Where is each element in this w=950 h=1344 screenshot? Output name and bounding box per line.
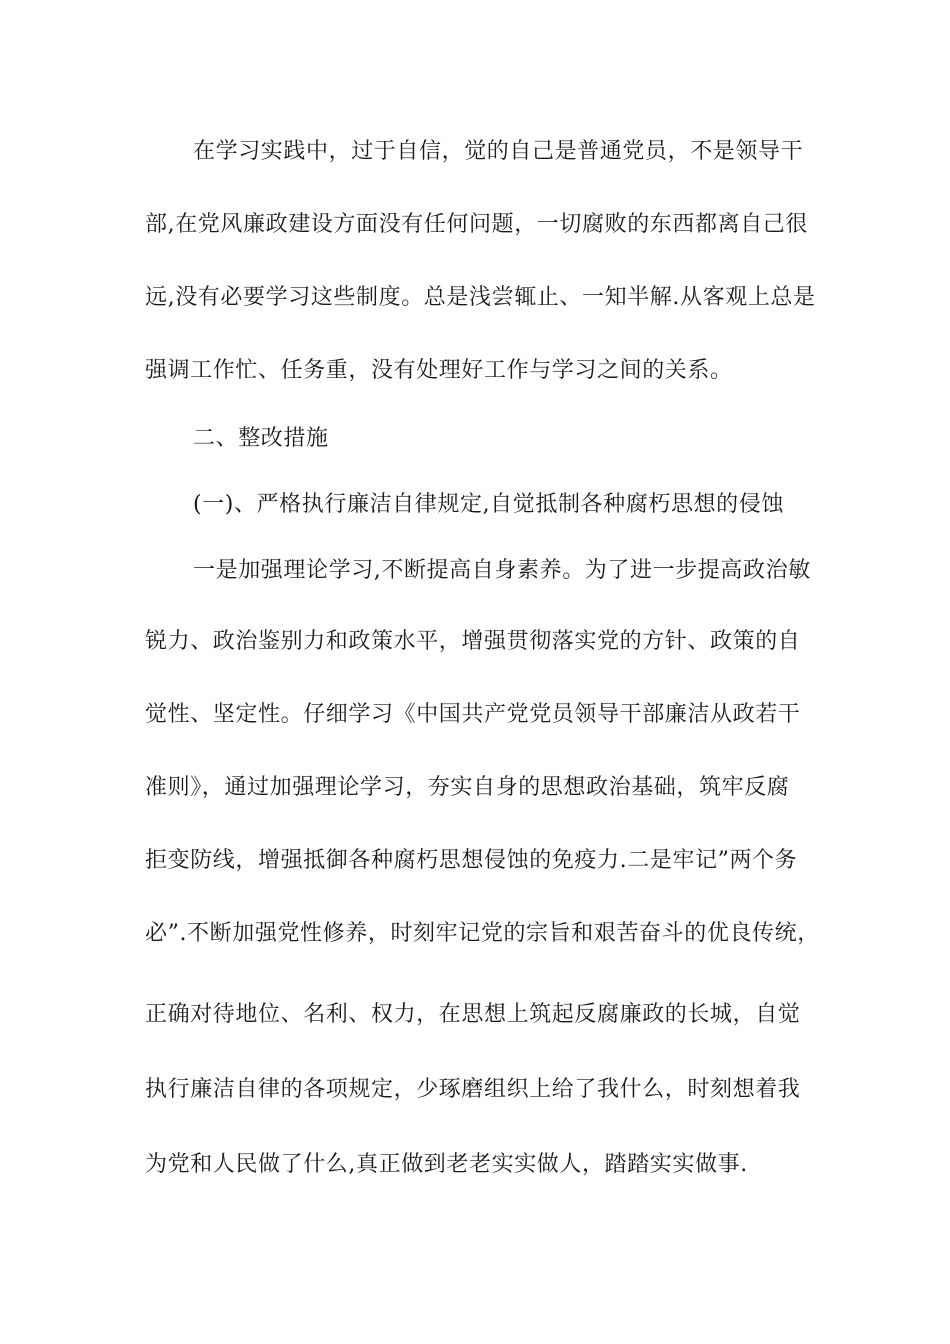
- paragraph-line-1: 在学习实践中，过于自信，觉的自己是普通党员，不是领导干: [193, 139, 804, 164]
- paragraph-line-13: 正确对待地位、名利、权力，在思想上筑起反腐廉政的长城，自觉: [145, 1002, 801, 1027]
- paragraph-line-15: 为党和人民做了什么,真正做到老老实实做人，踏踏实实做事.: [145, 1152, 748, 1177]
- paragraph-line-11: 拒变防线，增强抵御各种腐朽思想侵蚀的免疫力.二是牢记”两个务: [145, 848, 798, 873]
- paragraph-line-4: 强调工作忙、任务重，没有处理好工作与学习之间的关系。: [145, 358, 733, 383]
- section-heading: 二、整改措施: [193, 426, 329, 451]
- subsection-heading: (一)、严格执行廉洁自律规定,自觉抵制各种腐朽思想的侵蚀: [193, 492, 784, 517]
- paragraph-line-10: 准则》，通过加强理论学习，夯实自身的思想政治基础，筑牢反腐: [145, 775, 790, 800]
- paragraph-line-8: 锐力、政治鉴别力和政策水平，增强贯彻落实党的方针、政策的自: [145, 629, 801, 654]
- paragraph-line-9: 觉性、坚定性。仔细学习《中国共产党党员领导干部廉洁从政若干: [145, 702, 801, 727]
- paragraph-line-7: 一是加强理论学习,不断提高自身素养。为了进一步提高政治敏: [193, 558, 811, 583]
- paragraph-line-12: 必”.不断加强党性修养，时刻牢记党的宗旨和艰苦奋斗的优良传统，: [145, 921, 820, 946]
- paragraph-line-3: 远,没有必要学习这些制度。总是浅尝辄止、一知半解.从客观上总是: [145, 285, 816, 310]
- paragraph-line-2: 部,在党风廉政建设方面没有任何问题，一切腐败的东西都离自己很: [145, 212, 808, 237]
- paragraph-line-14: 执行廉洁自律的各项规定，少琢磨组织上给了我什么，时刻想着我: [145, 1077, 801, 1102]
